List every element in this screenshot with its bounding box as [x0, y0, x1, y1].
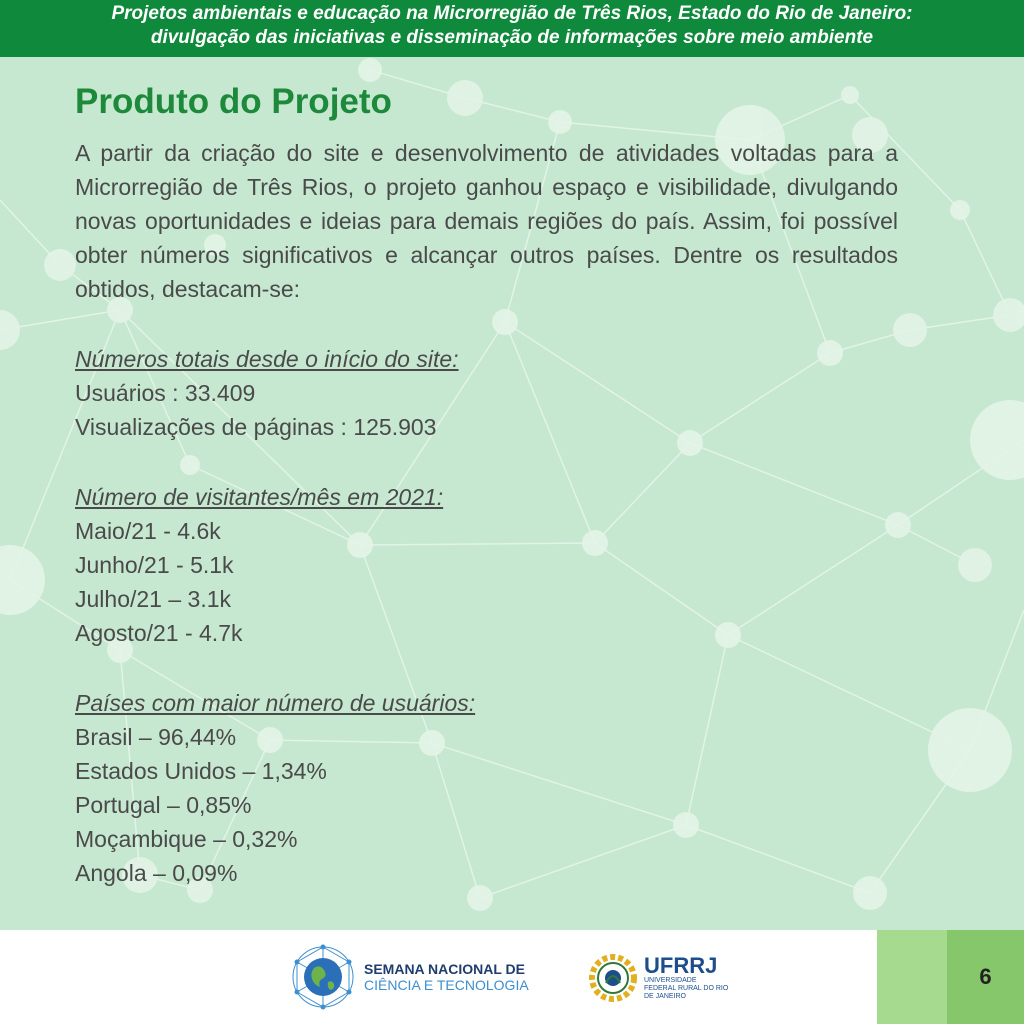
totals-item: Usuários : 33.409: [75, 380, 256, 406]
totals-section: [75, 342, 898, 444]
ufrrj-name: UFRRJ: [644, 953, 718, 978]
monthly-heading: Número de visitantes/mês em 2021:: [75, 484, 444, 510]
header-line-1: Projetos ambientais e educação na Microrregião de Três Rios, Estado do Rio de Janeiro:: [111, 3, 913, 24]
header-line-2: divulgação das iniciativas e disseminação de informações sobre meio ambiente: [150, 27, 874, 48]
page-box-light: [877, 930, 947, 1024]
snct-line-2: CIÊNCIA E TECNOLOGIA: [364, 977, 529, 993]
ufrrj-logo: [588, 950, 730, 1006]
page-header: [0, 0, 1024, 57]
page-footer: [0, 930, 1024, 1024]
page-title: Produto do Projeto: [75, 82, 392, 121]
gear-seal-icon: [588, 953, 638, 1003]
monthly-item: Agosto/21 - 4.7k: [75, 620, 243, 646]
monthly-section: [75, 480, 898, 650]
globe-icon: [290, 944, 356, 1010]
monthly-item: Junho/21 - 5.1k: [75, 552, 234, 578]
totals-item: Visualizações de páginas : 125.903: [75, 414, 437, 440]
snct-logo: [290, 944, 529, 1010]
monthly-item: Julho/21 – 3.1k: [75, 586, 232, 612]
main-content: [75, 80, 898, 890]
country-item: Portugal – 0,85%: [75, 792, 252, 818]
intro-paragraph: A partir da criação do site e desenvolvimento de atividades voltadas para a Microrregião de Três Rios, o projeto ganhou espaço e visibilidade, divulgando novas oportunidades e ideias para demais regiões do país. Assim, foi possível obter números significativos e alcançar outros países. Dentre os resultados obtidos, destacam-se:: [75, 140, 898, 302]
page-number: 6: [979, 964, 992, 989]
totals-heading: Números totais desde o início do site:: [75, 346, 459, 372]
country-item: Estados Unidos – 1,34%: [75, 758, 327, 784]
country-item: Angola – 0,09%: [75, 860, 238, 886]
country-item: Brasil – 96,44%: [75, 724, 237, 750]
countries-heading: Países com maior número de usuários:: [75, 690, 476, 716]
countries-section: [75, 686, 898, 890]
country-item: Moçambique – 0,32%: [75, 826, 298, 852]
snct-line-1: SEMANA NACIONAL DE: [364, 961, 526, 977]
monthly-item: Maio/21 - 4.6k: [75, 518, 221, 544]
ufrrj-subtitle: UNIVERSIDADE FEDERAL RURAL DO RIO DE JANEIRO: [644, 977, 729, 1000]
